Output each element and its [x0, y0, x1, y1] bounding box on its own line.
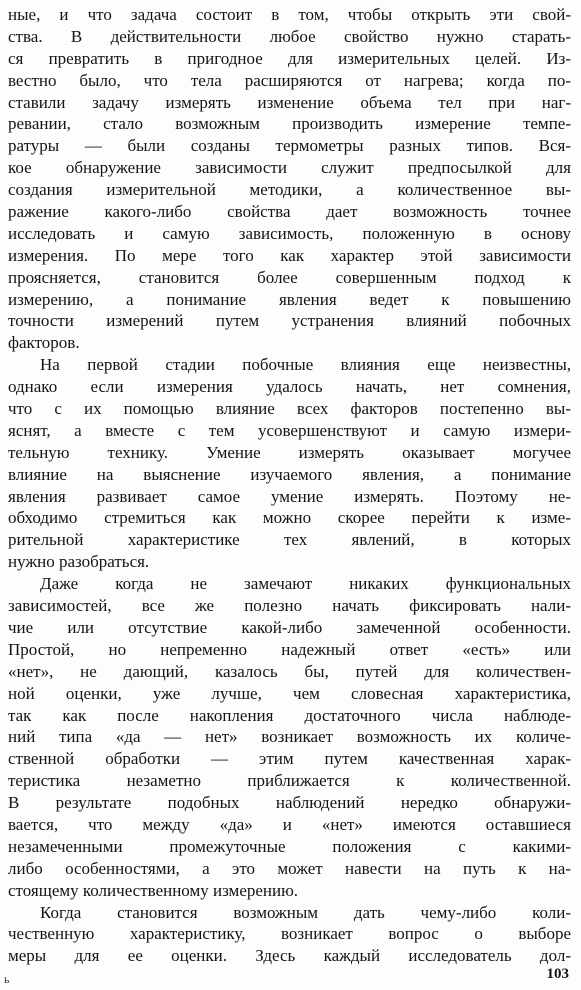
text-line: влияние на выяснение изучаемого явления, а понимание — [8, 464, 571, 484]
text-line: так как после накопления достаточного числа наблюде- — [8, 705, 571, 725]
text-line: Даже когда не замечают никаких функциональных — [40, 574, 571, 594]
text-line: создания измерительной методики, а количественное вы- — [8, 180, 571, 200]
text-line: ратуры — были созданы термометры разных типов. Вся- — [8, 136, 571, 156]
text-line: явления развивает самое умение измерять. Поэтому не- — [8, 486, 571, 506]
text-line: проясняется, становится более совершенным подход к — [8, 267, 571, 287]
page-number: 103 — [546, 966, 569, 982]
text-line: ражение какого-либо свойства дает возможность точнее — [8, 202, 571, 222]
text-line: обходимо стремиться как можно скорее перейти к изме- — [8, 508, 571, 528]
text-line: ревании, стало возможным производить измерение темпе- — [8, 114, 571, 134]
text-line: рительной характеристике тех явлений, в которых — [8, 530, 571, 550]
text-line: ные, и что задача состоит в том, чтобы открыть эти свой- — [8, 5, 571, 24]
text-line: либо особенностями, а это может навести на путь к на- — [8, 858, 571, 878]
text-line: незамеченными промежуточные положения с какими- — [8, 836, 571, 856]
text-line: факторов. — [8, 333, 80, 353]
text-line: меры для ее оценки. Здесь каждый исследователь дол- — [8, 946, 571, 966]
text-line: чественную характеристику, возникает вопрос о выборе — [8, 924, 571, 944]
text-line: ся превратить в пригодное для измерительных целей. Из- — [8, 48, 571, 68]
text-line: стоящему количественному измерению. — [8, 880, 299, 900]
text-line: измерению, а понимание явления ведет к повышению — [8, 289, 571, 309]
text-line: ства. В действительности любое свойство нужно старать- — [8, 26, 571, 46]
text-line: кое обнаружение зависимости служит предпосылкой для — [8, 158, 571, 178]
text-line: яснят, а вместе с тем усовершенствуют и самую измери- — [8, 420, 571, 440]
text-line: однако если измерения удалось начать, нет сомнения, — [8, 377, 571, 397]
text-line: чие или отсутствие какой-либо замеченной особенности. — [8, 617, 571, 637]
text-line: ственной обработки — этим путем качественная харак- — [8, 749, 571, 769]
text-line: ставили задачу измерять изменение объема тел при наг- — [8, 92, 571, 112]
text-line: теристика незаметно приближается к количественной. — [8, 771, 571, 791]
text-line: что с их помощью влияние всех факторов постепенно вы- — [8, 399, 571, 419]
text-line: вается, что между «да» и «нет» имеются оставшиеся — [8, 814, 571, 834]
text-line: зависимостей, все же полезно начать фиксировать нали- — [8, 596, 571, 616]
text-line: вестно было, что тела расширяются от нагрева; когда по- — [8, 70, 571, 90]
text-line: тельную технику. Умение измерять оказывает могучее — [8, 442, 571, 462]
text-line: «нет», не дающий, казалось бы, путей для количествен- — [8, 661, 571, 681]
text-line: исследовать и самую зависимость, положенную в основу — [8, 223, 571, 243]
text-line: ной оценки, уже лучше, чем словесная характеристика, — [8, 683, 571, 703]
text-line: Когда становится возможным дать чему-либо коли- — [40, 902, 571, 922]
text-line: В результате подобных наблюдений нередко обнаружи- — [8, 793, 571, 813]
text-line: На первой стадии побочные влияния еще неизвестны, — [40, 355, 571, 375]
text-line: ний типа «да — нет» возникает возможность их количе- — [8, 727, 571, 747]
body-text — [8, 4, 571, 967]
text-line: измерения. По мере того как характер этой зависимости — [8, 245, 571, 265]
text-line: нужно разобраться. — [8, 552, 150, 572]
text-line: точности измерений путем устранения влияний побочных — [8, 311, 571, 331]
text-line: Простой, но непременно надежный ответ «есть» или — [8, 639, 571, 659]
corner-mark: ь — [4, 972, 10, 986]
